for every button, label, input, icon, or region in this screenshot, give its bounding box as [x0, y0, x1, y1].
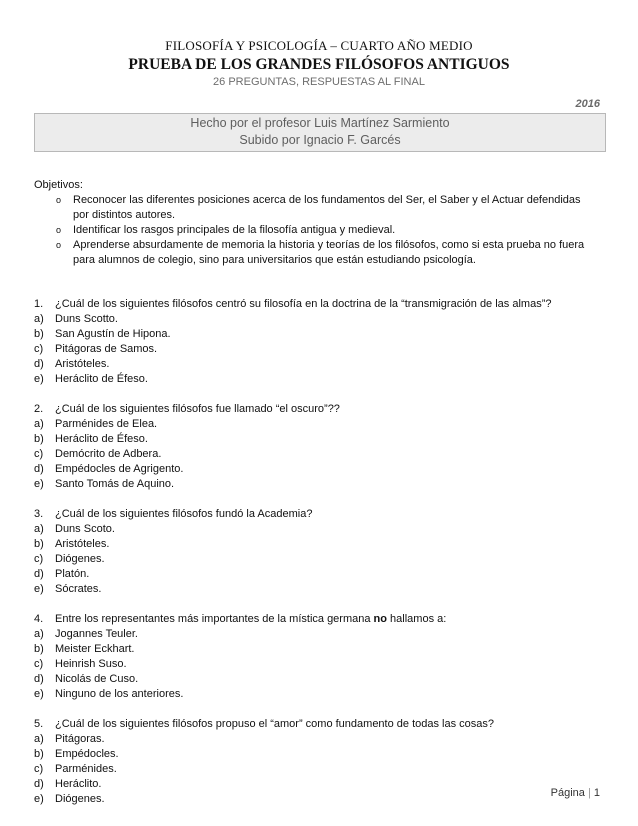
option-label: a) [34, 313, 44, 325]
bullet-icon: o [56, 225, 62, 235]
answer-option [34, 672, 604, 687]
option-label: e) [34, 793, 44, 805]
page-separator: | [587, 787, 591, 799]
answer-option [34, 582, 604, 597]
question-text: ¿Cuál de los siguientes filósofos fue llamado “el oscuro”?? [55, 403, 340, 415]
option-label: e) [34, 373, 44, 385]
answer-option [34, 417, 604, 432]
option-label: c) [34, 763, 44, 775]
bullet-icon: o [56, 240, 62, 250]
answer-option [34, 357, 604, 372]
questions-list [34, 297, 604, 807]
option-label: e) [34, 583, 44, 595]
option-text: Empédocles. [55, 748, 119, 760]
question-stem [34, 297, 604, 312]
option-text: Meister Eckhart. [55, 643, 135, 655]
option-text: Diógenes. [55, 793, 105, 805]
option-label: c) [34, 553, 44, 565]
option-text: Demócrito de Adbera. [55, 448, 162, 460]
answer-option [34, 567, 604, 582]
option-text: Pitágoras. [55, 733, 105, 745]
option-label: b) [34, 538, 44, 550]
objectives-title: Objetivos: [34, 179, 83, 191]
uploader-credit: Subido por Ignacio F. Garcés [239, 133, 401, 147]
question-number: 3. [34, 508, 44, 520]
answer-option [34, 462, 604, 477]
option-text: Duns Scotto. [55, 313, 118, 325]
option-label: b) [34, 748, 44, 760]
course-header: FILOSOFÍA Y PSICOLOGÍA – CUARTO AÑO MEDIO [165, 38, 473, 53]
answer-option [34, 432, 604, 447]
option-text: Platón. [55, 568, 90, 580]
question-stem [34, 717, 604, 732]
option-text: Parménides de Elea. [55, 418, 158, 430]
option-label: a) [34, 733, 44, 745]
answer-option [34, 522, 604, 537]
objective-item [34, 223, 604, 238]
option-label: e) [34, 688, 44, 700]
option-label: b) [34, 643, 44, 655]
option-label: d) [34, 568, 44, 580]
question-number: 1. [34, 298, 44, 310]
option-text: Heinrish Suso. [55, 658, 127, 670]
answer-option [34, 732, 604, 747]
objective-text: Aprenderse absurdamente de memoria la historia y teorías de los filósofos, como si esta prueba no fuera para alumnos de colegio, sino para universitarios que están estudiando psicología. [73, 239, 585, 266]
answer-option [34, 552, 604, 567]
answer-option [34, 312, 604, 327]
exam-subtitle: 26 PREGUNTAS, RESPUESTAS AL FINAL [213, 76, 425, 88]
option-text: Heráclito de Éfeso. [55, 373, 148, 385]
option-label: c) [34, 658, 44, 670]
question-2 [34, 402, 604, 492]
answer-option [34, 477, 604, 492]
answer-option [34, 537, 604, 552]
answer-option [34, 447, 604, 462]
option-text: Aristóteles. [55, 538, 110, 550]
answer-option [34, 642, 604, 657]
bullet-icon: o [56, 195, 62, 205]
option-text: Ninguno de los anteriores. [55, 688, 184, 700]
objective-text: Reconocer las diferentes posiciones acerca de los fundamentos del Ser, el Saber y el Actuar defendidas por distintos autores. [73, 194, 581, 221]
question-text [55, 613, 446, 625]
author-credit: Hecho por el profesor Luis Martínez Sarmiento [190, 116, 450, 130]
option-text: Parménides. [55, 763, 117, 775]
exam-content [34, 178, 604, 807]
question-text: ¿Cuál de los siguientes filósofos propuso el “amor” como fundamento de todas las cosas? [55, 718, 495, 730]
answer-option [34, 372, 604, 387]
question-stem [34, 507, 604, 522]
option-label: a) [34, 628, 44, 640]
option-text: Santo Tomás de Aquino. [55, 478, 175, 490]
answer-option [34, 327, 604, 342]
option-label: d) [34, 778, 44, 790]
option-label: d) [34, 673, 44, 685]
exam-title: PRUEBA DE LOS GRANDES FILÓSOFOS ANTIGUOS [128, 56, 510, 73]
answer-option [34, 762, 604, 777]
question-number: 5. [34, 718, 44, 730]
question-1 [34, 297, 604, 387]
negation-emphasis: no [373, 613, 387, 625]
page-label: Página [550, 787, 585, 799]
objectives-section [34, 178, 604, 268]
option-text: San Agustín de Hipona. [55, 328, 171, 340]
option-label: c) [34, 343, 44, 355]
answer-option [34, 627, 604, 642]
option-label: a) [34, 418, 44, 430]
objective-item [34, 193, 604, 223]
objective-text: Identificar los rasgos principales de la filosofía antigua y medieval. [73, 224, 396, 236]
question-stem [34, 402, 604, 417]
option-text: Heráclito. [55, 778, 102, 790]
option-text: Aristóteles. [55, 358, 110, 370]
question-text: ¿Cuál de los siguientes filósofos fundó la Academia? [55, 508, 313, 520]
option-label: a) [34, 523, 44, 535]
option-text: Duns Scoto. [55, 523, 115, 535]
question-3 [34, 507, 604, 597]
question-stem [34, 612, 604, 627]
page-number: 1 [593, 787, 600, 799]
option-label: d) [34, 463, 44, 475]
option-text: Diógenes. [55, 553, 105, 565]
credits-box [34, 113, 606, 152]
question-number: 4. [34, 613, 44, 625]
answer-option [34, 687, 604, 702]
answer-option [34, 657, 604, 672]
objectives-list [34, 193, 604, 268]
answer-option [34, 792, 604, 807]
option-text: Heráclito de Éfeso. [55, 433, 148, 445]
question-text-end: hallamos a: [387, 613, 447, 625]
answer-option [34, 777, 604, 792]
answer-option [34, 747, 604, 762]
question-text-start: Entre los representantes más importantes de la mística germana [55, 613, 374, 625]
option-text: Jogannes Teuler. [55, 628, 138, 640]
objective-item [34, 238, 604, 268]
question-text: ¿Cuál de los siguientes filósofos centró su filosofía en la doctrina de la “transmigración de las almas”? [55, 298, 552, 310]
page-footer [551, 787, 600, 799]
option-text: Nicolás de Cuso. [55, 673, 139, 685]
question-4 [34, 612, 604, 702]
question-5 [34, 717, 604, 807]
question-number: 2. [34, 403, 44, 415]
option-text: Empédocles de Agrigento. [55, 463, 184, 475]
option-label: b) [34, 433, 44, 445]
answer-option [34, 342, 604, 357]
option-text: Pitágoras de Samos. [55, 343, 158, 355]
option-text: Sócrates. [55, 583, 102, 595]
option-label: b) [34, 328, 44, 340]
option-label: c) [34, 448, 44, 460]
year-label: 2016 [575, 98, 600, 110]
option-label: e) [34, 478, 44, 490]
option-label: d) [34, 358, 44, 370]
